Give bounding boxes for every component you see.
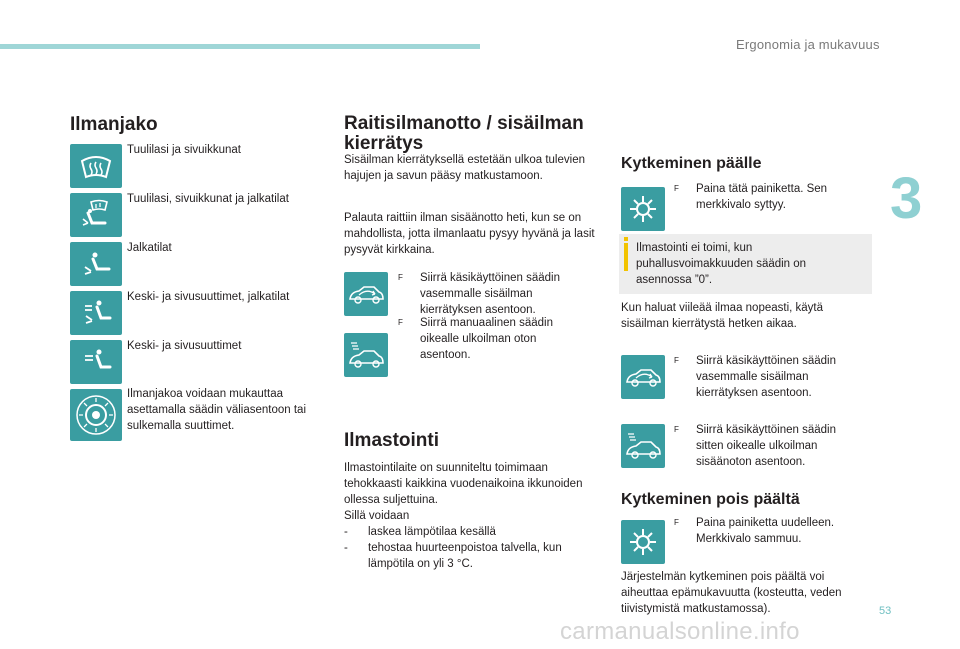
- recirculation-icon: [344, 272, 388, 316]
- recirculation-heading: Raitisilmanotto / sisäilman kierrätys: [344, 113, 584, 154]
- ac-button-icon: [621, 187, 665, 231]
- vents-feet-icon: [70, 291, 122, 335]
- list-item: tehostaa huurteenpoistoa talvella, kun lämpötila on yli 3 °C.: [368, 542, 562, 570]
- list-item: Tuulilasi, sivuikkunat ja jalkatilat: [127, 193, 289, 205]
- page-number: 53: [879, 605, 892, 617]
- info-marker: [624, 243, 628, 271]
- bullet-marker: F: [674, 518, 679, 527]
- switch-off-warning: Järjestelmän kytkeminen pois päältä voi aiheuttaa epämukavuutta (kosteutta, veden tiivistymistä matkustamossa).: [621, 571, 842, 615]
- list-item: Jalkatilat: [127, 242, 172, 254]
- ilmanjako-heading: Ilmanjako: [70, 114, 158, 135]
- vents-icon: [70, 340, 122, 384]
- feet-airflow-icon: [70, 242, 122, 286]
- bullet-marker: F: [674, 356, 679, 365]
- list-item: Keski- ja sivusuuttimet, jalkatilat: [127, 291, 290, 303]
- recirculation-advice: Palauta raittiin ilman sisäänotto heti, kun se on mahdollista, jotta ilmanlaatu pysyy hyvänä ja lasit pysyvät kirkkaina.: [344, 212, 595, 256]
- bullet-text: Siirrä käsikäyttöinen säädin vasemmalle sisäilman kierrätyksen asentoon.: [420, 272, 560, 316]
- ac-description: Ilmastointilaite on suunniteltu toimimaan tehokkaasti kaikkina vuodenaikoina ikkunoiden ollessa suljettuina.: [344, 462, 583, 506]
- chapter-number: 3: [890, 166, 923, 231]
- info-note: [619, 234, 872, 294]
- fresh-air-icon: [344, 333, 388, 377]
- bullet-marker: F: [674, 425, 679, 434]
- distribution-note: Ilmanjakoa voidaan mukauttaa asettamalla säädin väliasentoon tai sulkemalla suuttimet.: [127, 388, 307, 432]
- bullet-text: Siirrä manuaalinen säädin oikealle ulkoilman oton asentoon.: [420, 317, 553, 361]
- windscreen-feet-icon: [70, 193, 122, 237]
- bullet-marker: F: [398, 318, 403, 327]
- list-item: Tuulilasi ja sivuikkunat: [127, 144, 241, 156]
- bullet-text: Paina tätä painiketta. Sen merkkivalo syttyy.: [696, 183, 828, 211]
- bullet-text: Siirrä käsikäyttöinen säädin sitten oikealle ulkoilman sisäänoton asentoon.: [696, 424, 836, 468]
- distribution-dial-icon: [70, 389, 122, 441]
- bullet-text: Paina painiketta uudelleen. Merkkivalo sammuu.: [696, 517, 835, 545]
- recirculation-intro: Sisäilman kierrätyksellä estetään ulkoa tulevien hajujen ja savun pääsy matkustamoon.: [344, 154, 585, 182]
- header-accent-bar: [0, 44, 480, 49]
- dash-marker: -: [344, 526, 348, 538]
- ac-lead: Sillä voidaan: [344, 510, 410, 522]
- info-note-text: Ilmastointi ei toimi, kun puhallusvoimakkuuden säädin on asennossa ”0”.: [636, 242, 807, 286]
- bullet-marker: F: [398, 273, 403, 282]
- switch-off-heading: Kytkeminen pois päältä: [621, 491, 800, 508]
- ilmastointi-heading: Ilmastointi: [344, 430, 440, 451]
- fresh-air-icon: [621, 424, 665, 468]
- section-title: Ergonomia ja mukavuus: [736, 37, 880, 52]
- bullet-marker: F: [674, 184, 679, 193]
- bullet-text: Siirrä käsikäyttöinen säädin vasemmalle sisäilman kierrätyksen asentoon.: [696, 355, 836, 399]
- list-item: laskea lämpötilaa kesällä: [368, 526, 496, 538]
- windscreen-demist-icon: [70, 144, 122, 188]
- dash-marker: -: [344, 542, 348, 554]
- list-item: Keski- ja sivusuuttimet: [127, 340, 242, 352]
- watermark: carmanualsonline.info: [560, 618, 800, 645]
- quick-cool-text: Kun haluat viileää ilmaa nopeasti, käytä sisäilman kierrätystä hetken aikaa.: [621, 302, 824, 330]
- ac-button-icon: [621, 520, 665, 564]
- recirculation-icon: [621, 355, 665, 399]
- switch-on-heading: Kytkeminen päälle: [621, 155, 762, 172]
